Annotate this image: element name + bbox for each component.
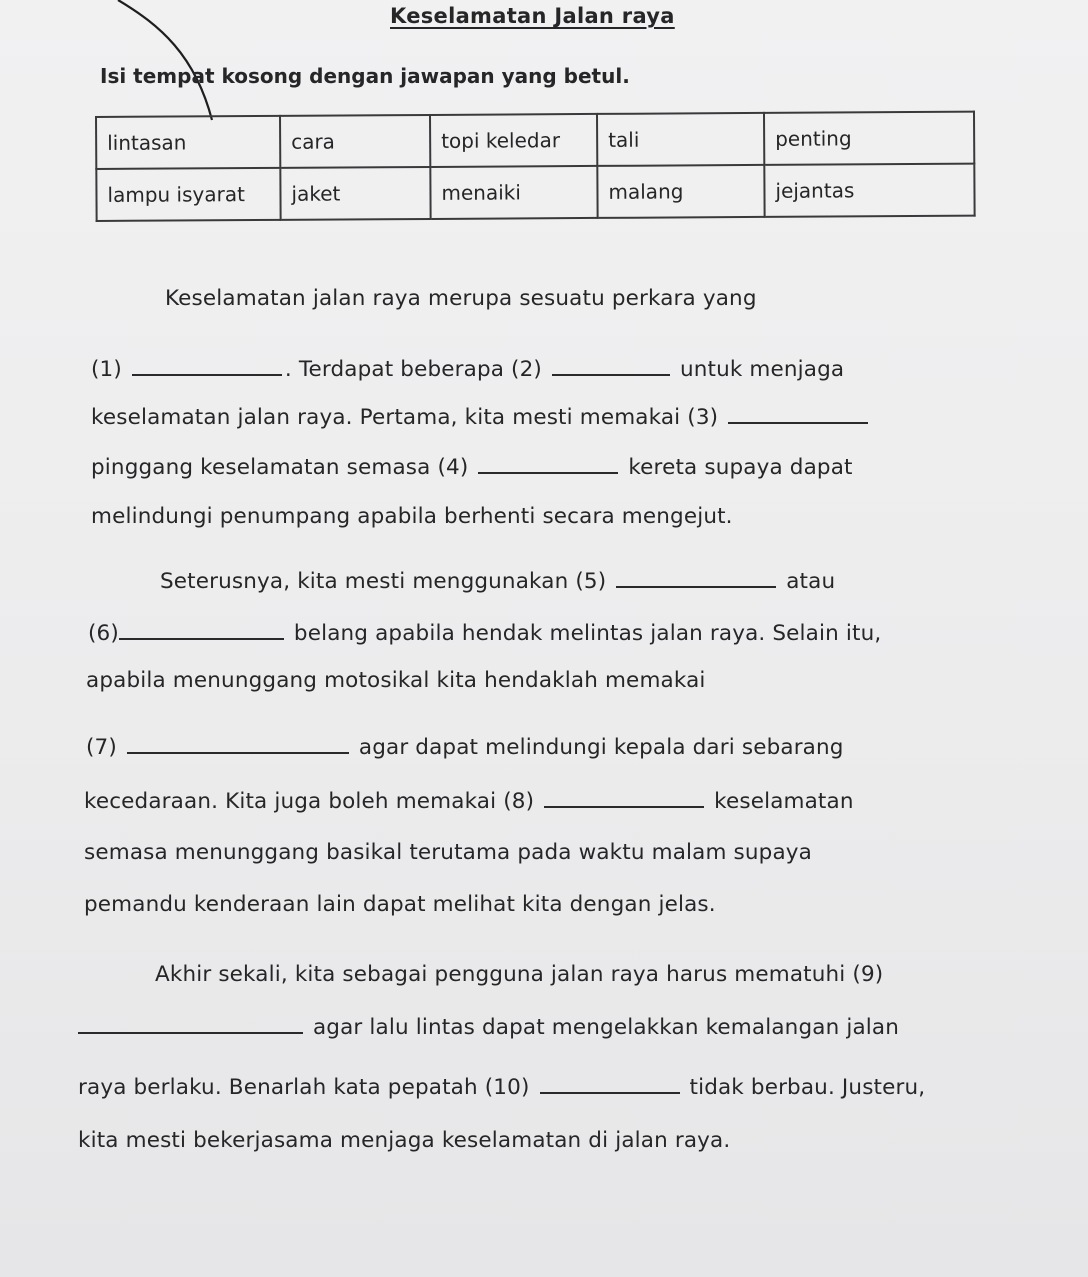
word-bank-cell: menaiki xyxy=(430,166,597,219)
passage-text: belang apabila hendak melintas jalan raya. Selain itu, xyxy=(293,621,882,646)
answer-blank-10[interactable] xyxy=(540,1074,680,1094)
passage-line: apabila menunggang motosikal kita hendaklah memakai xyxy=(86,668,706,693)
answer-blank-1[interactable] xyxy=(132,356,282,376)
word-bank-row xyxy=(96,112,974,169)
passage-text: agar dapat melindungi kepala dari sebarang xyxy=(358,735,844,760)
answer-blank-5[interactable] xyxy=(616,568,776,588)
passage-text: kecedaraan. Kita juga boleh memakai (8) xyxy=(84,789,535,814)
word-bank-cell: cara xyxy=(280,115,430,168)
word-bank-cell: topi keledar xyxy=(430,114,597,167)
passage-text: agar lalu lintas dapat mengelakkan kemalangan jalan xyxy=(312,1015,900,1040)
passage-line xyxy=(84,788,854,814)
word-bank-cell: malang xyxy=(597,165,764,218)
passage-line: semasa menunggang basikal terutama pada waktu malam supaya xyxy=(84,840,812,865)
passage-line: Akhir sekali, kita sebagai pengguna jalan raya harus mematuhi (9) xyxy=(155,962,884,987)
passage-line: Keselamatan jalan raya merupa sesuatu perkara yang xyxy=(165,286,757,311)
passage-line xyxy=(86,734,844,760)
word-bank-row xyxy=(96,164,974,221)
passage-text: atau xyxy=(786,569,836,594)
passage-line xyxy=(91,356,844,382)
word-bank-cell: jaket xyxy=(280,167,430,220)
answer-blank-7[interactable] xyxy=(127,734,349,754)
passage-line: melindungi penumpang apabila berhenti secara mengejut. xyxy=(91,504,733,529)
word-bank-cell: lampu isyarat xyxy=(96,168,280,221)
answer-blank-6[interactable] xyxy=(119,620,284,640)
passage-text: keselamatan jalan raya. Pertama, kita mesti memakai (3) xyxy=(91,405,719,430)
question-number: (6) xyxy=(88,621,119,646)
worksheet-title: Keselamatan Jalan raya xyxy=(390,4,675,28)
passage-line: kita mesti bekerjasama menjaga keselamatan di jalan raya. xyxy=(78,1128,731,1153)
answer-blank-3[interactable] xyxy=(728,404,868,424)
instruction-text: Isi tempat kosong dengan jawapan yang betul. xyxy=(100,64,630,88)
passage-line: pemandu kenderaan lain dapat melihat kita dengan jelas. xyxy=(84,892,716,917)
word-bank-cell: penting xyxy=(764,112,974,165)
passage-text: untuk menjaga xyxy=(679,357,845,382)
question-number: (7) xyxy=(86,735,117,760)
passage-text: tidak berbau. Justeru, xyxy=(689,1075,926,1100)
passage-text: Seterusnya, kita mesti menggunakan (5) xyxy=(160,569,607,594)
passage-line xyxy=(88,620,881,646)
passage-text: keselamatan xyxy=(714,789,854,814)
passage-text: kereta supaya dapat xyxy=(628,455,853,480)
passage-line xyxy=(91,404,871,430)
passage-line xyxy=(160,568,835,594)
word-bank-cell: tali xyxy=(597,113,764,166)
passage-line xyxy=(91,454,853,480)
answer-blank-2[interactable] xyxy=(552,356,670,376)
passage-text: pinggang keselamatan semasa (4) xyxy=(91,455,469,480)
passage-text: . Terdapat beberapa (2) xyxy=(284,357,542,382)
word-bank-table xyxy=(95,111,976,222)
answer-blank-9[interactable] xyxy=(78,1014,303,1034)
question-number: (1) xyxy=(91,357,122,382)
word-bank-cell: lintasan xyxy=(96,116,280,169)
passage-line xyxy=(78,1074,925,1100)
passage-text: raya berlaku. Benarlah kata pepatah (10) xyxy=(78,1075,530,1100)
passage-line xyxy=(78,1014,899,1040)
answer-blank-8[interactable] xyxy=(544,788,704,808)
answer-blank-4[interactable] xyxy=(478,454,618,474)
word-bank-cell: jejantas xyxy=(764,164,974,217)
